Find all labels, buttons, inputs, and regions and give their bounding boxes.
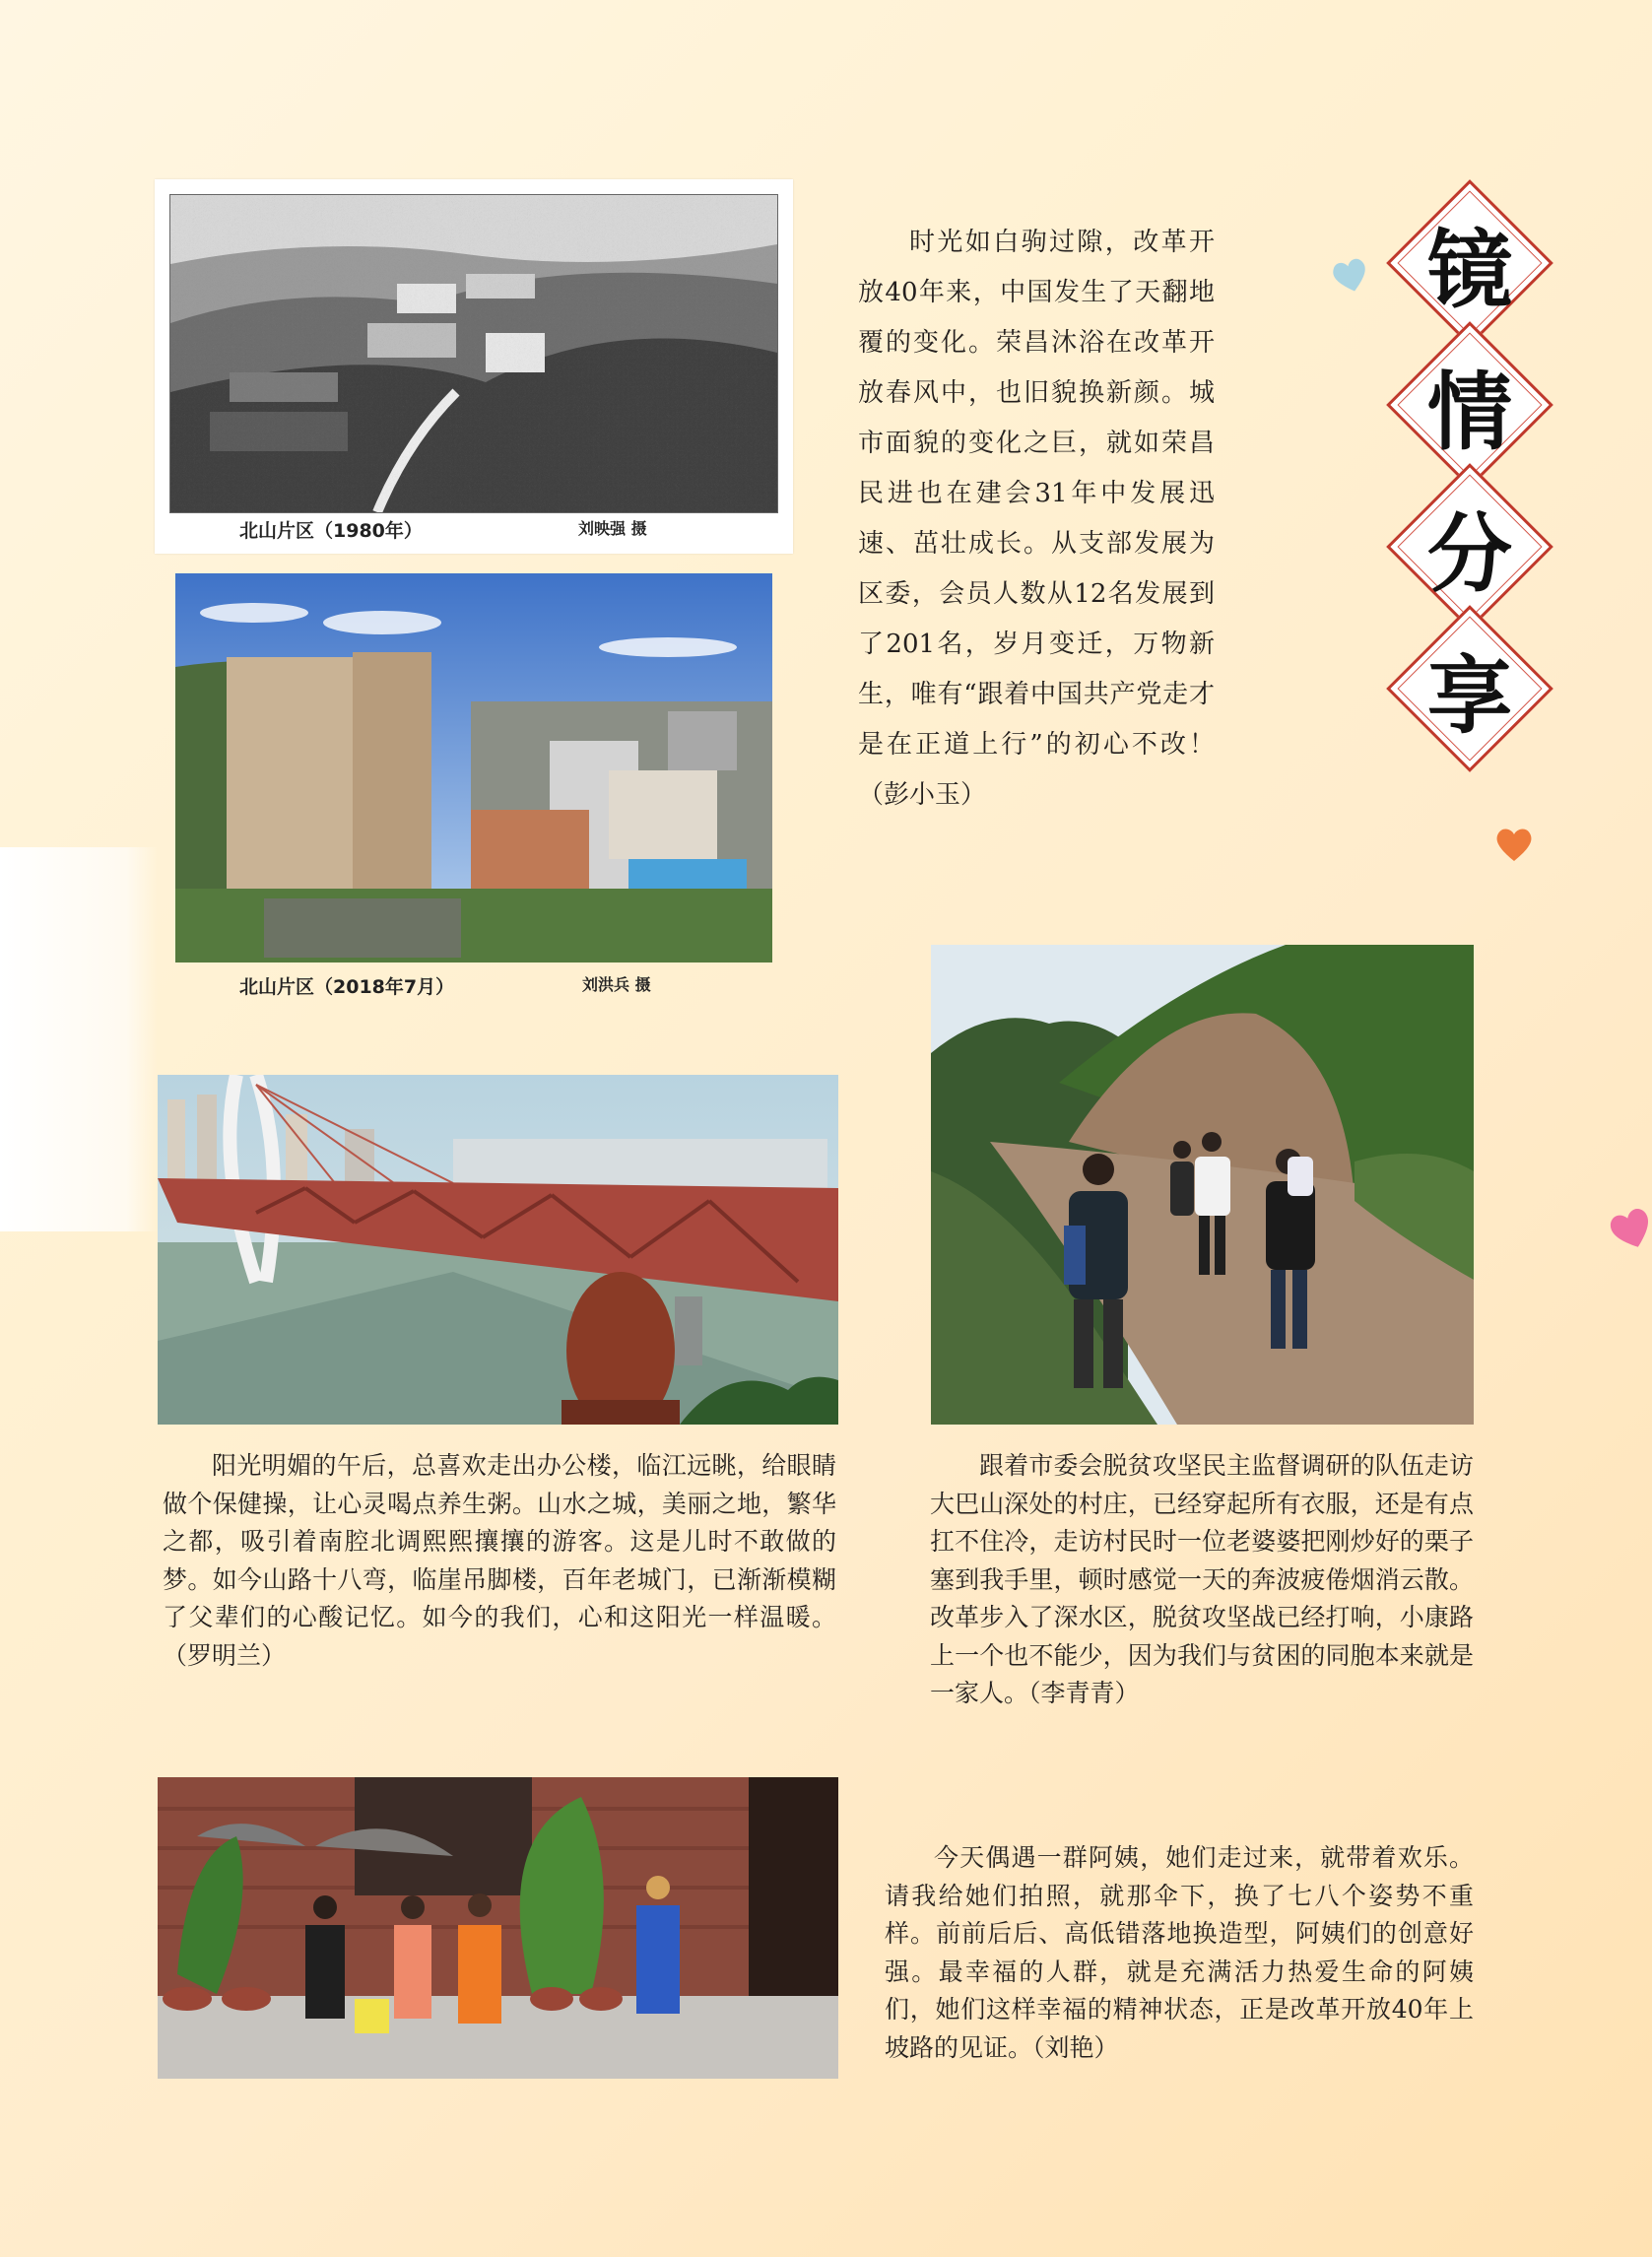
- photo1-credit-text: 刘映强 摄: [578, 519, 647, 538]
- left-white-band: [0, 847, 158, 1231]
- paragraph-1: 时光如白驹过隙，改革开放40年来，中国发生了天翻地覆的变化。荣昌沐浴在改革开放春风中，也旧貌换新颜。城市面貌的变化之巨，就如荣昌民进也在建会31年中发展迅速、茁壮成长。从支部发展为区委，会员人数从12名发展到了201名，岁月变迁，万物新生，唯有“跟着中国共产党走才是在正道上行”的初心不改！（彭小玉）: [858, 228, 1215, 810]
- heart-orange-icon: [1494, 826, 1534, 863]
- heart-blue-icon: [1332, 258, 1369, 294]
- photo1-credit: [578, 516, 647, 539]
- paragraph-3: 跟着市委会脱贫攻坚民主监督调研的队伍走访大巴山深处的村庄，已经穿起所有衣服，还是有点扛不住冷，走访村民时一位老婆婆把刚炒好的栗子塞到我手里，顿时感觉一天的奔波疲倦烟消云散。改革步入了深水区，脱贫攻坚战已经打响，小康路上一个也不能少，因为我们与贫困的同胞本来就是一家人。（李青青）: [930, 1451, 1474, 1707]
- photo2-credit: [582, 972, 651, 995]
- photo-beishan-2018: [175, 573, 772, 963]
- title-diamond-4: [1386, 605, 1553, 772]
- photo-beishan-1980: [169, 194, 778, 513]
- paragraph-2: 阳光明媚的午后，总喜欢走出办公楼，临江远眺，给眼睛做个保健操，让心灵喝点养生粥。山水之城，美丽之地，繁华之都，吸引着南腔北调熙熙攘攘的游客。这是儿时不敢做的梦。如今山路十八弯，临崖吊脚楼，百年老城门，已渐渐模糊了父辈们的心酸记忆。如今的我们，心和这阳光一样温暖。（罗明兰）: [163, 1451, 836, 1670]
- heart-pink-icon: [1610, 1205, 1652, 1252]
- title-char-2: 情: [1427, 364, 1512, 462]
- photo1-caption-text: 北山片区（1980年）: [239, 520, 423, 542]
- title-char-4: 享: [1427, 647, 1512, 746]
- photo-aunties: [158, 1777, 838, 2079]
- photo-mountain-path: [931, 945, 1474, 1425]
- title-char-1: 镜: [1427, 222, 1512, 320]
- photo2-caption: [239, 972, 454, 999]
- title-char-3: 分: [1427, 505, 1512, 604]
- photo2-caption-text: 北山片区（2018年7月）: [239, 976, 455, 998]
- photo1-caption: [239, 516, 423, 543]
- photo2-credit-text: 刘洪兵 摄: [582, 975, 651, 994]
- photo-bridge: [158, 1075, 838, 1425]
- paragraph-4: 今天偶遇一群阿姨，她们走过来，就带着欢乐。请我给她们拍照，就那伞下，换了七八个姿势不重样。前前后后、高低错落地换造型，阿姨们的创意好强。最幸福的人群，就是充满活力热爱生命的阿姨们，她们这样幸福的精神状态，正是改革开放40年上坡路的见证。（刘艳）: [885, 1843, 1474, 2062]
